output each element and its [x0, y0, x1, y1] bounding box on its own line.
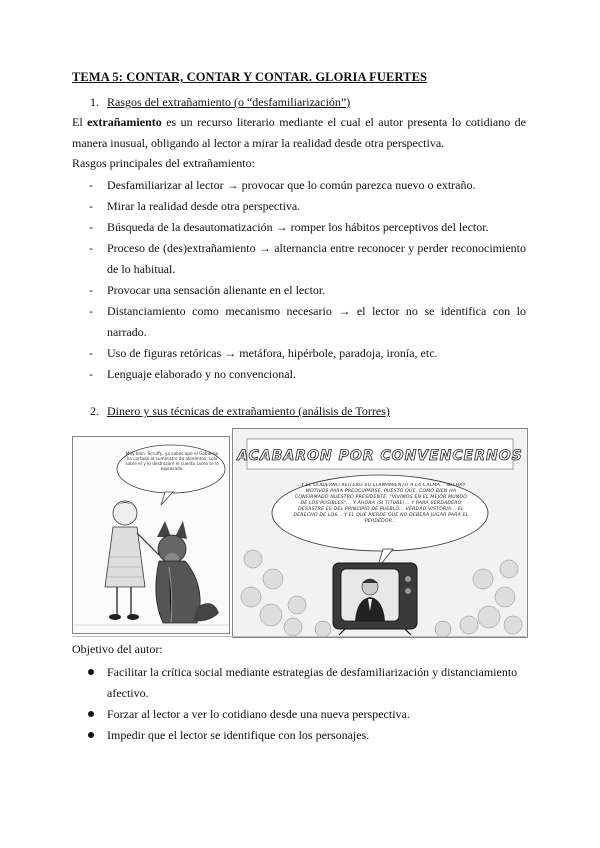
list-item: - Mirar la realidad desde otra perspectiva.	[89, 199, 301, 213]
list-item: - Provocar una sensación alienante en el lector.	[89, 283, 326, 297]
list-item: Facilitar la crítica social mediante estrategias de desfamiliarización y distanciamiento afectivo.	[72, 662, 526, 704]
section-1-number: 1.	[90, 95, 99, 109]
section-1-title: Rasgos del extrañamiento (o “desfamiliarización”)	[107, 95, 351, 109]
section-2-title: Dinero y sus técnicas de extrañamiento (análisis de Torres)	[107, 404, 390, 418]
list-item: - Búsqueda de la desautomatización → romper los hábitos perceptivos del lector.	[89, 220, 489, 234]
list-item: - Distanciamiento como mecanismo necesario → el lector no se identifica con lo narrado.	[89, 304, 526, 339]
cartoon-tv-drawing	[233, 429, 527, 637]
section-2-heading	[90, 404, 390, 419]
bullet-icon	[88, 711, 94, 717]
list-item: - Lenguaje elaborado y no convencional.	[89, 367, 296, 381]
section-1-heading	[90, 95, 350, 110]
divider	[72, 636, 526, 637]
bullet-icon	[88, 732, 94, 738]
cartoon-left-bubble: Muy bien. Scruffy, ya sabes que el Gobierno ha cortado el suministro de alimentos: solo sobre el y lo destrozaré el cuento como te lo expresado.	[125, 451, 219, 471]
objective-title: Objetivo del autor:	[72, 642, 163, 656]
cartoon-right-speech: ...Y EL GOBIERNO REITERO SU LLAMAMIENTO A LA CALMA... NO HAY MOTIVOS PARA PREOCUPARSE. PUESTO QUE, COMO BIEN HA CONFIRMADO NUESTRO PRESIDENTE, "VIVIMOS EN EL MEJOR MUNDO DE LOS POSIBLES"... Y AHORA (SI TITUBE)... Y PARA VERDADERO DESASTRE ES DEL PRINCIPIO DE PUEBLO... VERDAD VISTORIA... EL DERECHO DE LOS... Y EL QUE PIERDE QUE NO DEBERÁ JUGAR PARA EL PERDEDOR...	[293, 483, 469, 524]
list-item: - Uso de figuras retóricas → metáfora, hipérbole, paradoja, ironía, etc.	[89, 346, 438, 360]
list-item: Impedir que el lector se identifique con los personajes.	[72, 725, 526, 746]
cartoon-banner: ACABARON POR CONVENCERNOS	[237, 448, 523, 464]
cartoon-tv-announcer	[232, 428, 528, 638]
intro-after: es un recurso literario mediante el cual el autor presenta lo cotidiano de manera inusual, obligando al lector a mirar la realidad desde otra perspectiva.	[72, 115, 526, 150]
cartoon-girl-dog-drawing	[73, 437, 229, 633]
list-item: Forzar al lector a ver lo cotidiano desde una nueva perspectiva.	[72, 704, 526, 725]
intro-bold-term: extrañamiento	[87, 115, 162, 129]
cartoon-girl-dog	[72, 436, 230, 634]
list-item: - Proceso de (des)extrañamiento → alternancia entre reconocer y perder reconocimiento de lo habitual.	[89, 241, 526, 276]
intro-paragraph	[72, 112, 526, 154]
document-title: TEMA 5: CONTAR, CONTAR Y CONTAR. GLORIA FUERTES	[72, 70, 428, 84]
features-list	[72, 175, 526, 385]
list-item: - Desfamiliarizar al lector → provocar que lo común parezca nuevo o extraño.	[89, 178, 476, 192]
section-2-number: 2.	[90, 404, 99, 418]
objective-list	[72, 662, 526, 746]
intro-before: El	[72, 115, 88, 129]
bullet-icon	[88, 669, 94, 675]
list-title: Rasgos principales del extrañamiento:	[72, 156, 255, 170]
